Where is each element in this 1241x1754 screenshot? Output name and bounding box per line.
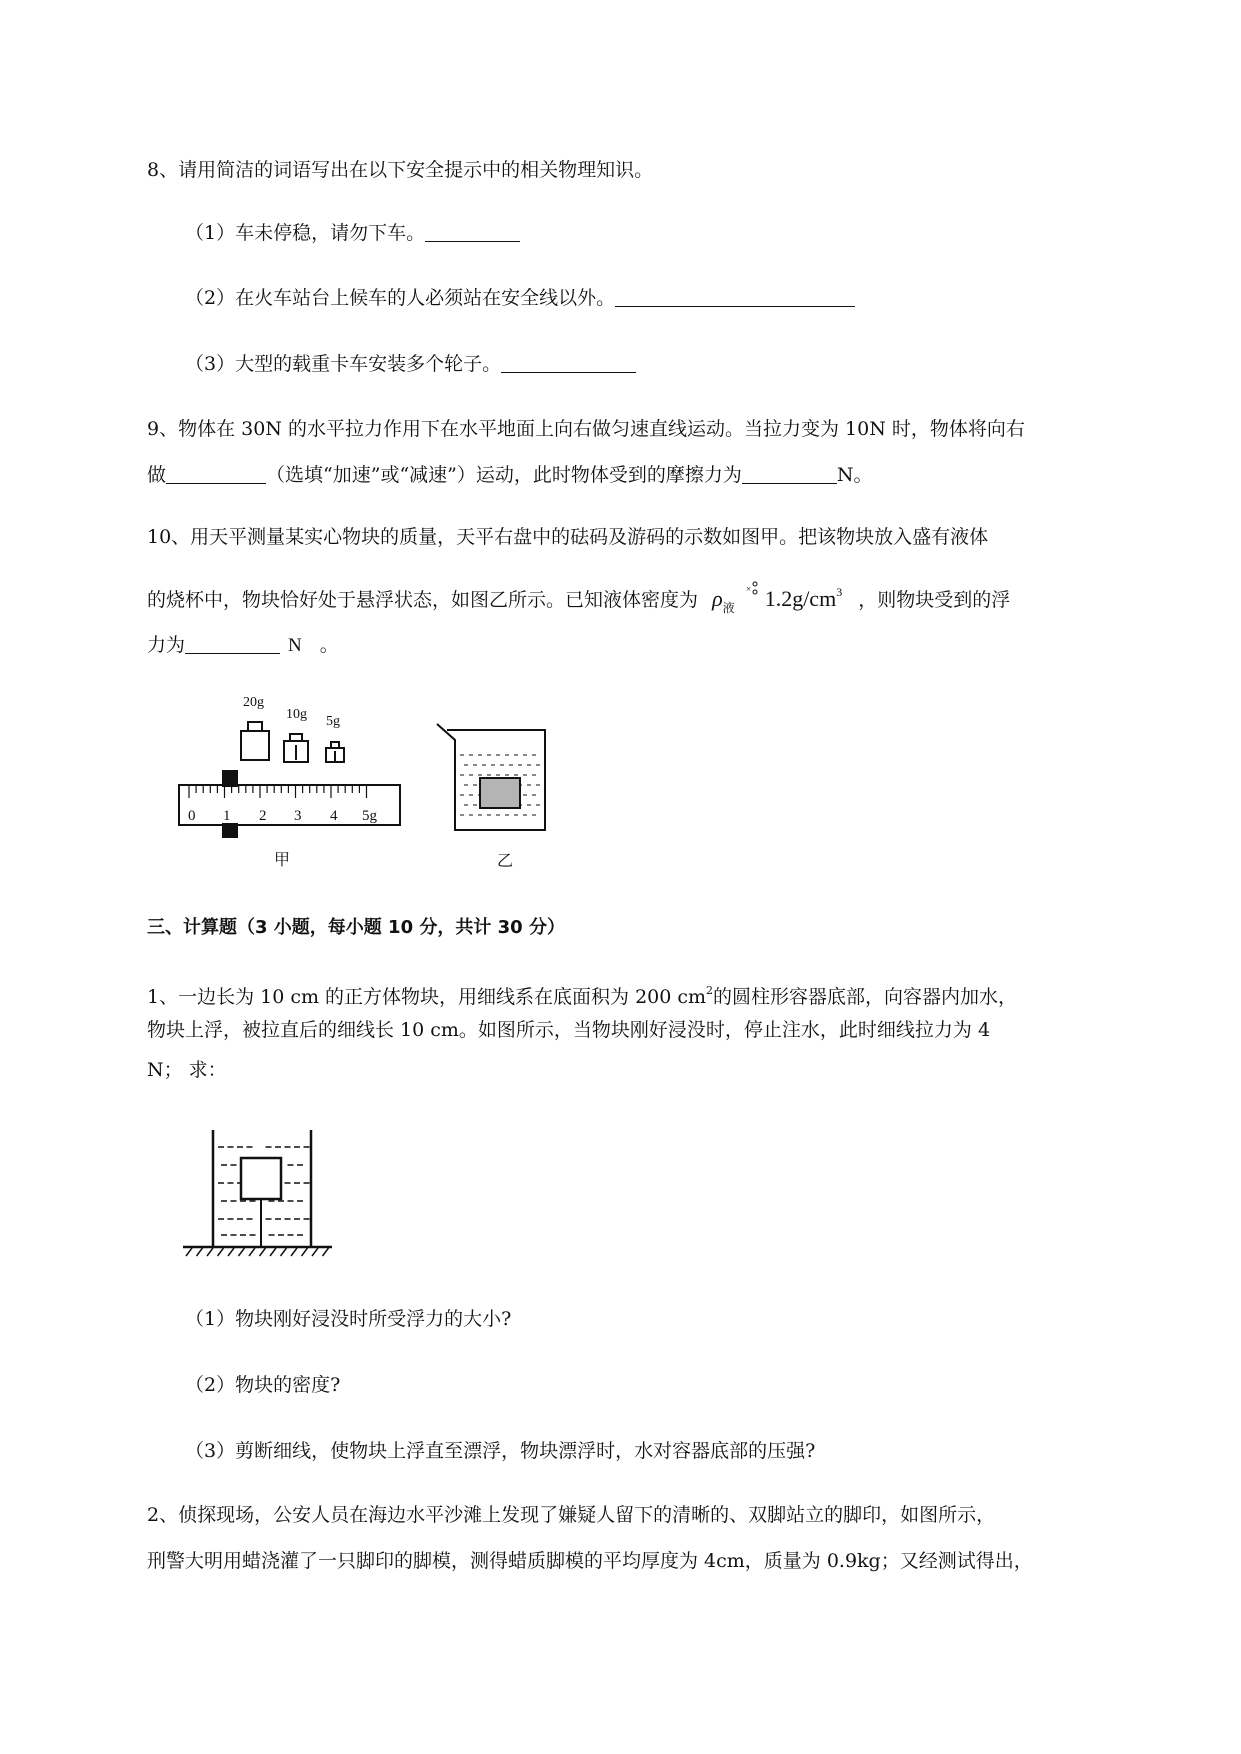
scale-label-0: 0 [188, 808, 196, 824]
scale-label-5g: 5g [362, 808, 377, 824]
equals-glyph [741, 579, 765, 599]
ground-hatch [197, 1248, 203, 1256]
section-heading: 三、计算题（3 小题，每小题 10 分，共计 30 分） [147, 917, 565, 938]
answer-blank[interactable] [166, 461, 266, 484]
c1-sup: 2 [706, 984, 714, 997]
q10-period: 。 [319, 634, 339, 656]
scale-label-4: 4 [330, 808, 338, 824]
figure-yi [435, 720, 555, 870]
q9-text-b: （选填“加速”或“减速”）运动，此时物体受到的摩擦力为 [266, 464, 742, 486]
c1-item-3: （3）剪断细线，使物块上浮直至漂浮，物块漂浮时，水对容器底部的压强? [185, 1440, 816, 1462]
q10-text-a2: 力为 [147, 634, 186, 656]
figure-container [180, 1125, 340, 1270]
suspended-block [480, 778, 520, 808]
answer-blank[interactable] [425, 219, 520, 242]
cube-block [241, 1158, 281, 1199]
q10-unit: N [288, 635, 302, 656]
ground-hatch [260, 1248, 266, 1256]
c1-line-2: 物块上浮，被拉直后的细线长 10 cm。如图所示，当物块刚好浸没时，停止注水，此时细线拉力为 4 [147, 1019, 991, 1041]
rho-subscript: 液 [722, 601, 735, 615]
weight-10g-icon [284, 734, 308, 762]
ground-hatch [218, 1248, 224, 1256]
q9-line-2 [147, 460, 873, 490]
q8-item-3 [185, 349, 636, 379]
ground-hatch [207, 1248, 213, 1256]
ground-hatch [323, 1248, 329, 1256]
q10-line-3 [147, 630, 339, 661]
answer-blank[interactable] [615, 284, 855, 307]
c1-item-2: （2）物块的密度? [185, 1374, 341, 1396]
rider-bottom [222, 823, 238, 838]
q8-stem: 8、请用简洁的词语写出在以下安全提示中的相关物理知识。 [147, 159, 654, 181]
q8-item-1-text: （1）车未停稳，请勿下车。 [185, 222, 426, 244]
svg-text:×: × [745, 584, 751, 594]
c1-item-1: （1）物块刚好浸没时所受浮力的大小? [185, 1308, 512, 1330]
ground-hatch [228, 1248, 234, 1256]
scale-label-3: 3 [294, 808, 302, 824]
q8-item-3-text: （3）大型的载重卡车安装多个轮子。 [185, 353, 502, 375]
rho-symbol: ρ [712, 586, 723, 611]
rider-top [222, 770, 238, 787]
q8-item-2-text: （2）在火车站台上候车的人必须站在安全线以外。 [185, 287, 616, 309]
scale-label-1: 1 [223, 808, 231, 824]
weight-label-5g: 5g [326, 714, 340, 729]
c2-line-1: 2、侦探现场，公安人员在海边水平沙滩上发现了嫌疑人留下的清晰的、双脚站立的脚印，如图所示， [147, 1504, 996, 1526]
c1-text-b: 的圆柱形容器底部，向容器内加水， [713, 986, 1018, 1008]
weight-label-20g: 20g [243, 695, 264, 710]
figure-jia-caption: 甲 [274, 850, 291, 869]
scale-label-2: 2 [259, 808, 267, 824]
c1-line-3: N； 求： [147, 1059, 227, 1081]
q9-line-1: 9、物体在 30N 的水平拉力作用下在水平地面上向右做匀速直线运动。当拉力变为 10N 时，物体将向右 [147, 418, 1025, 440]
weight-5g-icon [326, 742, 344, 762]
q9-text-a: 做 [147, 464, 167, 486]
q10-line-1: 10、用天平测量某实心物块的质量，天平右盘中的砝码及游码的示数如图甲。把该物块放入盛有液体 [147, 526, 989, 548]
figure-yi-caption: 乙 [497, 851, 514, 870]
ground-hatch [312, 1248, 318, 1256]
q8-item-1 [185, 218, 520, 248]
figure-jia [170, 690, 410, 875]
ground-hatch [186, 1248, 192, 1256]
q9-text-c: N。 [836, 464, 873, 486]
q10-line-2 [147, 577, 1010, 623]
weight-20g-icon [241, 722, 269, 760]
ground-hatch [281, 1248, 287, 1256]
answer-blank[interactable] [501, 350, 636, 373]
ground-hatch [291, 1248, 297, 1256]
ground-hatch [270, 1248, 276, 1256]
ground-hatch [239, 1248, 245, 1256]
weight-label-10g: 10g [286, 707, 307, 722]
q10-text-b: ，则物块受到的浮 [858, 589, 1011, 611]
density-value: 1.2g/cm [764, 586, 837, 611]
answer-blank[interactable] [742, 461, 837, 484]
q8-item-2 [185, 283, 855, 313]
q10-text-a: 的烧杯中，物块恰好处于悬浮状态，如图乙所示。已知液体密度为 [147, 589, 699, 611]
ground-hatch [302, 1248, 308, 1256]
density-exponent: 3 [836, 585, 843, 599]
c1-text-a: 1、一边长为 10 cm 的正方体物块，用细线系在底面积为 200 cm [147, 986, 707, 1008]
ground-hatch [249, 1248, 255, 1256]
c2-line-2: 刑警大明用蜡浇灌了一只脚印的脚模，测得蜡质脚模的平均厚度为 4cm，质量为 0.9kg；又经测试得出， [147, 1550, 1033, 1572]
c1-line-1 [147, 976, 1017, 1012]
answer-blank[interactable] [185, 631, 280, 654]
